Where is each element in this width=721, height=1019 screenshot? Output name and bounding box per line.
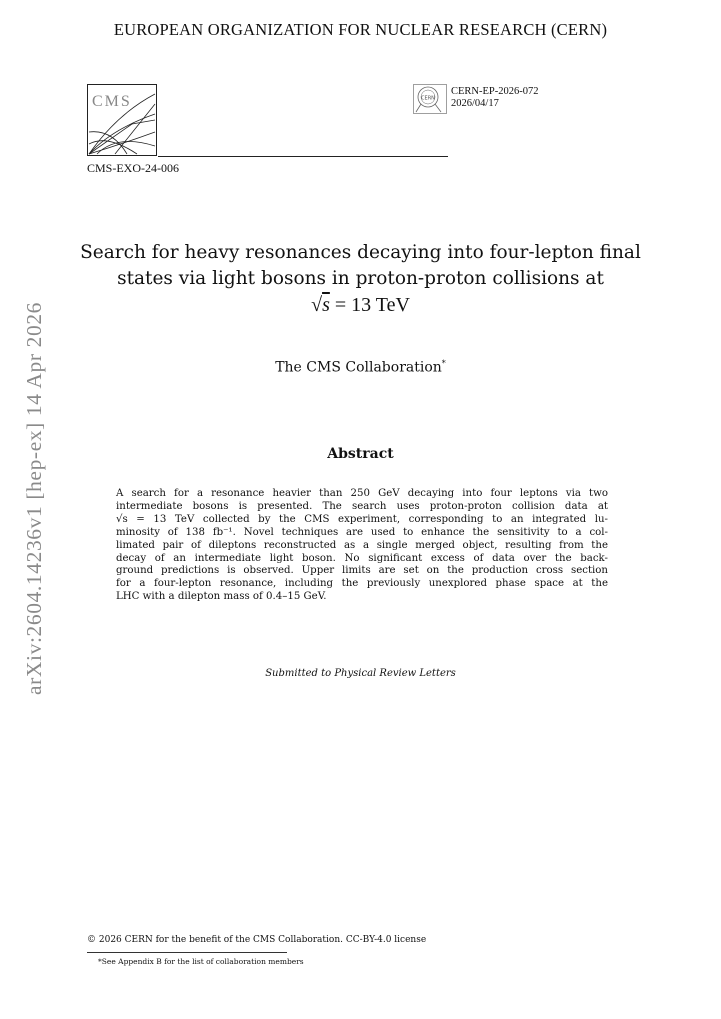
abstract-line: decay of an intermediate light boson. No significant excess of data over the back- — [116, 552, 608, 564]
cms-logo-text: CMS — [92, 93, 132, 110]
cern-report-text — [451, 86, 539, 109]
copyright-notice: © 2026 CERN for the benefit of the CMS Collaboration. CC-BY-4.0 license — [87, 935, 427, 945]
cern-report-block — [413, 84, 539, 114]
abstract-line: LHC with a dilepton mass of 0.4–15 GeV. — [116, 591, 327, 603]
submission-note: Submitted to Physical Review Letters — [265, 668, 456, 679]
report-date: 2026/04/17 — [451, 97, 499, 109]
authors — [0, 359, 721, 376]
paper-title — [60, 240, 661, 318]
title-energy-symbol: s — [322, 294, 330, 316]
abstract-line: minosity of 138 fb⁻¹. Novel techniques are used to enhance the sensitivity to a col- — [116, 526, 608, 538]
header-rule — [158, 156, 448, 157]
arxiv-identifier[interactable]: arXiv:2604.14236v1 [hep-ex] 14 Apr 2026 — [22, 301, 46, 695]
cern-report-number: CERN-EP-2026-072 — [451, 86, 539, 97]
abstract-line: ground predictions is observed. Upper limits are set on the production cross section — [116, 565, 608, 577]
collaboration-footnote: *See Appendix B for the list of collaboration members — [98, 957, 304, 966]
title-line-2: states via light bosons in proton-proton collisions at — [117, 268, 604, 289]
organization-header: EUROPEAN ORGANIZATION FOR NUCLEAR RESEARCH (CERN) — [113, 20, 608, 39]
title-energy: √s = 13 TeV — [311, 294, 410, 316]
abstract-body — [116, 488, 608, 604]
author-footnote-marker: * — [441, 359, 446, 368]
title-energy-value: = 13 TeV — [334, 294, 410, 316]
experiment-report-number: CMS-EXO-24-006 — [87, 161, 179, 175]
cern-logo — [413, 84, 447, 114]
cms-logo — [87, 84, 157, 156]
abstract-heading: Abstract — [327, 446, 394, 462]
title-line-1: Search for heavy resonances decaying into four-lepton final — [80, 242, 641, 263]
abstract-line: intermediate bosons is presented. The search uses proton-proton collision data at — [116, 500, 608, 512]
footnote-rule — [87, 952, 287, 953]
abstract-line: for a four-lepton resonance, including the previously unexplored phase space at the — [116, 578, 608, 590]
author-name: The CMS Collaboration — [275, 359, 442, 376]
abstract-line: limated pair of dileptons reconstructed as a single merged object, resulting from the — [116, 539, 608, 551]
cern-logo-text: CERN — [421, 95, 435, 102]
abstract-line: A search for a resonance heavier than 250 GeV decaying into four leptons via two — [116, 488, 608, 499]
abstract-line: √s = 13 TeV collected by the CMS experiment, corresponding to an integrated lu- — [116, 513, 608, 525]
